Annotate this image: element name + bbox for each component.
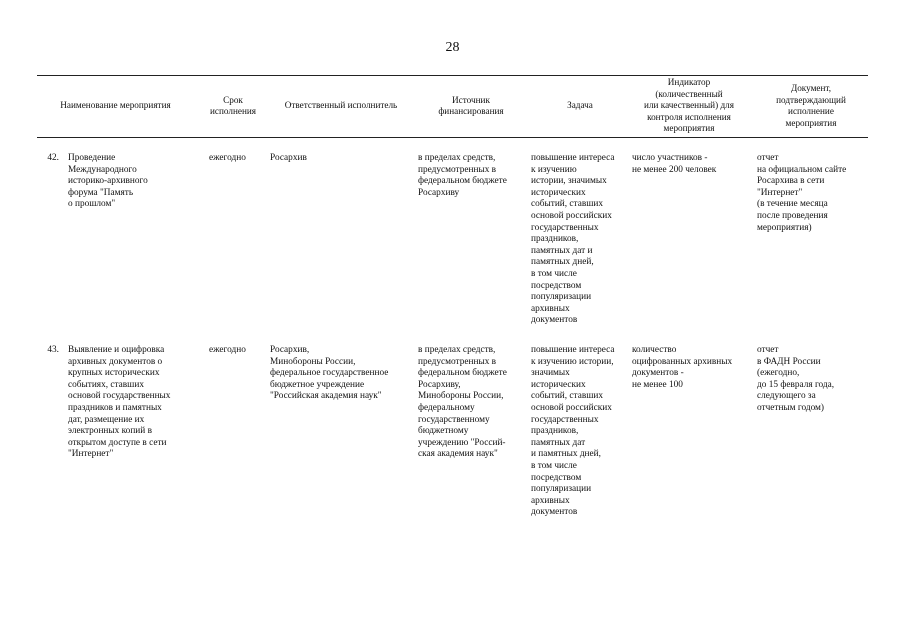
header-executor: Ответственный исполнитель: [284, 100, 398, 111]
event-name: Проведение Международного историко-архивного форума "Память о прошлом": [68, 153, 148, 210]
header-document: Документ, подтверждающий исполнение мероприятия: [776, 83, 846, 128]
event-task: повышение интереса к изучению истории, значимых исторических событий, ставших основой российских государственных праздников, памятных дат и памятных дней, в том числе посредством популяризации архивных документов: [531, 153, 615, 326]
event-funding: в пределах средств, предусмотренных в федеральном бюджете Росархиву: [418, 153, 507, 198]
header-event-name: Наименование мероприятия: [60, 100, 171, 111]
row-number: 42.: [47, 153, 59, 163]
event-document: отчет на официальном сайте Росархива в сети "Интернет" (в течение месяца после проведения мероприятия): [757, 153, 847, 233]
header-term: Срок исполнения: [209, 94, 257, 116]
header-funding: Источник финансирования: [438, 94, 504, 116]
event-task: повышение интереса к изучению истории, значимых исторических событий, ставших основой российских государственных праздников, памятных дат и памятных дней, в том числе посредством популяризации архивных документов: [531, 345, 615, 518]
page-number: 28: [445, 40, 460, 55]
event-funding: в пределах средств, предусмотренных в федеральном бюджете Росархиву, Минобороны России, федеральному государственному бюджетному учреждению "Россий- ская академия наук": [418, 345, 507, 460]
header-indicator: Индикатор (количественный или качественный) для контроля исполнения мероприятия: [644, 77, 734, 134]
event-term: ежегодно: [209, 345, 246, 355]
table-top-rule: [37, 75, 868, 76]
event-indicator: число участников - не менее 200 человек: [632, 153, 717, 175]
event-document: отчет в ФАДН России (ежегодно, до 15 февраля года, следующего за отчетным годом): [757, 345, 835, 413]
header-bottom-rule: [37, 137, 868, 138]
event-name: Выявление и оцифровка архивных документов о крупных исторических событиях, ставших основой государственных праздников и памятных дат, размещение их электронных копий в открытом доступе в сети "Интернет": [68, 345, 171, 460]
row-number: 43.: [47, 345, 59, 355]
event-term: ежегодно: [209, 153, 246, 163]
event-executor: Росархив, Минобороны России, федеральное государственное бюджетное учреждение "Российская академия наук": [270, 345, 389, 402]
event-executor: Росархив: [270, 153, 307, 163]
header-task: Задача: [567, 100, 593, 111]
event-indicator: количество оцифрованных архивных документов - не менее 100: [632, 345, 733, 390]
